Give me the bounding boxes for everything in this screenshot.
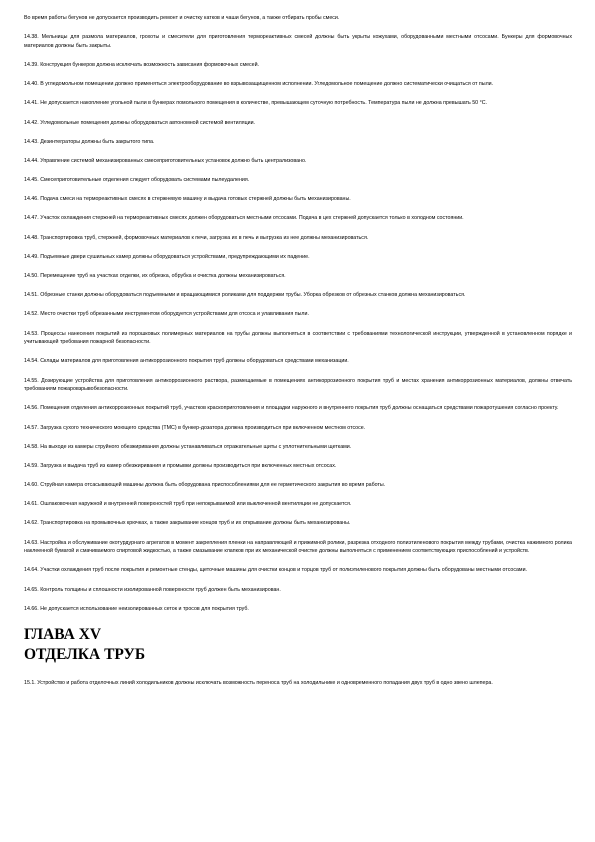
paragraph: 14.56. Помещения отделения антикоррозионных покрытий труб, участков краскоприготовления и площадки наружного и внутреннего покрытия труб должны оснащаться средствами пожаротушения согласно проекту. bbox=[24, 405, 559, 412]
paragraph: 15.1. Устройство и работа отделочных линий холодильников должны исключать возможность переноса труб на холодильнике и одновременного попадания двух труб в одно звено шлепера. bbox=[24, 680, 493, 687]
paragraph: 14.48. Транспортировка труб, стержней, формовочных материалов к печи, загрузка их в печь и выгрузка из нее должны механизироваться. bbox=[24, 234, 369, 241]
paragraph: 14.63. Настройка и обслуживание окотурдурнаго агрегатов в момент закрепления пленки на направляющей и прижимной ролики, разрезка отходного полиэтиленового покрытия между трубами, очистка нажимного ролика наклеенной бумагой и смачиваемого спиртовой жидкостью, а также смазывание клапков при их механической очистке должны выполняться с применением соответствующих приспособлений и устройств. bbox=[24, 539, 572, 555]
paragraph: 14.43. Дезинтеграторы должны быть закрытого типа. bbox=[24, 138, 155, 145]
paragraph: 14.49. Подъемные двери сушильных камер должны оборудоваться устройствами, предупреждающими их падение. bbox=[24, 253, 310, 260]
paragraph: 14.62. Транспортировка на промывочных крючках, а также закрывание концов труб и их открывание должны быть механизированы. bbox=[24, 520, 351, 527]
document-page bbox=[24, 14, 572, 699]
paragraph: 14.52. Место очистки труб обрезанными инструментом оборудуется устройствами для отсоса и улавливания пыли. bbox=[24, 311, 309, 318]
paragraph: 14.42. Угледомольные помещения должны оборудоваться автономной системой вентиляции. bbox=[24, 119, 256, 126]
paragraph: 14.41. Не допускается накопление угольной пыли в бункерах помольного помещения в количестве, превышающем суточную потребность. Температура пыли не должна превышать 50 °С. bbox=[24, 100, 488, 107]
paragraph: 14.45. Смесеприготовительные отделения следует оборудовать системами пылеудаления. bbox=[24, 177, 250, 184]
paragraph: 14.60. Струйная камера отсасывающей машины должна быть оборудована приспособлениями для ее герметического закрытия во время работы. bbox=[24, 482, 386, 489]
paragraph: 14.39. Конструкция бункеров должна исключать возможность зависания формовочных смесей. bbox=[24, 61, 260, 68]
paragraph: 14.64. Участки охлаждения труб после покрытия и ремонтные стенды, щеточные машины для очистки концов и торцов труб от полиэтиленового покрытия должны быть оборудованы местными отсосами. bbox=[24, 567, 528, 574]
paragraph-list bbox=[24, 14, 572, 613]
paragraph: 14.51. Обрезные станки должны оборудоваться подъемными и вращающимися роликами для поддержки трубы. Уборка обрезков от обрезных станков должна механизироваться. bbox=[24, 292, 466, 299]
chapter-number: ГЛАВА XV bbox=[24, 626, 102, 644]
paragraph: 14.44. Управление системой механизированных смесеприготовительных установок должно быть централизовано. bbox=[24, 157, 307, 164]
paragraph: 14.58. На выходе из камеры струйного обезжиривания должны устанавливаться отражательные щиты с уплотнительными щетками. bbox=[24, 443, 352, 450]
paragraph: 14.55. Дозирующие устройства для приготовления антикоррозионного раствора, размещаемые в помещениях антикоррозионного покрытия труб и местах хранения антикоррозионных материалов, должны отвечать требованиям пожаровзрывобезопасности. bbox=[24, 377, 572, 393]
paragraph: 14.59. Загрузка и выдача труб из камер обезжиривания и промывки должны производиться при включенных местных отсосах. bbox=[24, 462, 337, 469]
paragraph: 14.65. Контроль толщины и сплошности изолированной поверхности труб должен быть механизирован. bbox=[24, 586, 281, 593]
paragraph: Во время работы бегунов не допускается производить ремонт и очистку катков и чаши бегунов, а также отбирать пробы смеси. bbox=[24, 15, 340, 21]
paragraph: 14.66. Не допускается использование неизолированных сеток и тросов для покрытия труб. bbox=[24, 605, 249, 612]
paragraph: 14.50. Перемещение труб на участках отделки, их обрезка, обрубка и очистка должны механизироваться. bbox=[24, 273, 286, 280]
paragraph: 14.46. Подача смеси на термореактивных смесях в стержневую машину и выдача готовых стержней должны быть механизированы. bbox=[24, 196, 351, 203]
chapter-title: ОТДЕЛКА ТРУБ bbox=[24, 646, 146, 664]
paragraph: 14.54. Склады материалов для приготовления антикоррозионного покрытия труб должны оборудоваться средствами механизации. bbox=[24, 358, 349, 365]
paragraph: 14.40. В угледомольном помещении должно применяться электрооборудование во взрывозащищенном исполнении. Угледомольное помещение должно систематически очищаться от пыли. bbox=[24, 81, 494, 88]
chapter-paragraph-list bbox=[24, 679, 572, 688]
paragraph: 14.57. Загрузка сухого технического моющего средства (ТМС) в бункер-дозатора должна производиться при включенном местном отсосе. bbox=[24, 424, 366, 431]
paragraph: 14.53. Процессы нанесения покрытий из порошковых полимерных материалов на трубы должны выполняться в соответствии с требованиями технологической инструкции, утвержденной в установленном порядке и учитывающей требования пожарной безопасности. bbox=[24, 330, 572, 346]
paragraph: 14.61. Ошлаковочная наружной и внутренней поверхностей труб при непокрываемой или выключенной вентиляции не допускается. bbox=[24, 501, 352, 508]
paragraph: 14.47. Участок охлаждения стержней на термореактивных смесях должен оборудоваться местными отсосами. Подача в цех стержней допускается только в холодном состоянии. bbox=[24, 215, 464, 222]
paragraph: 14.38. Мельницы для размола материалов, грохоты и смесители для приготовления термореактивных смесей должны быть укрыты кожухами, оборудованными местными отсосами. Бункеры для формовочных материалов должны быть закрыты. bbox=[24, 34, 572, 49]
